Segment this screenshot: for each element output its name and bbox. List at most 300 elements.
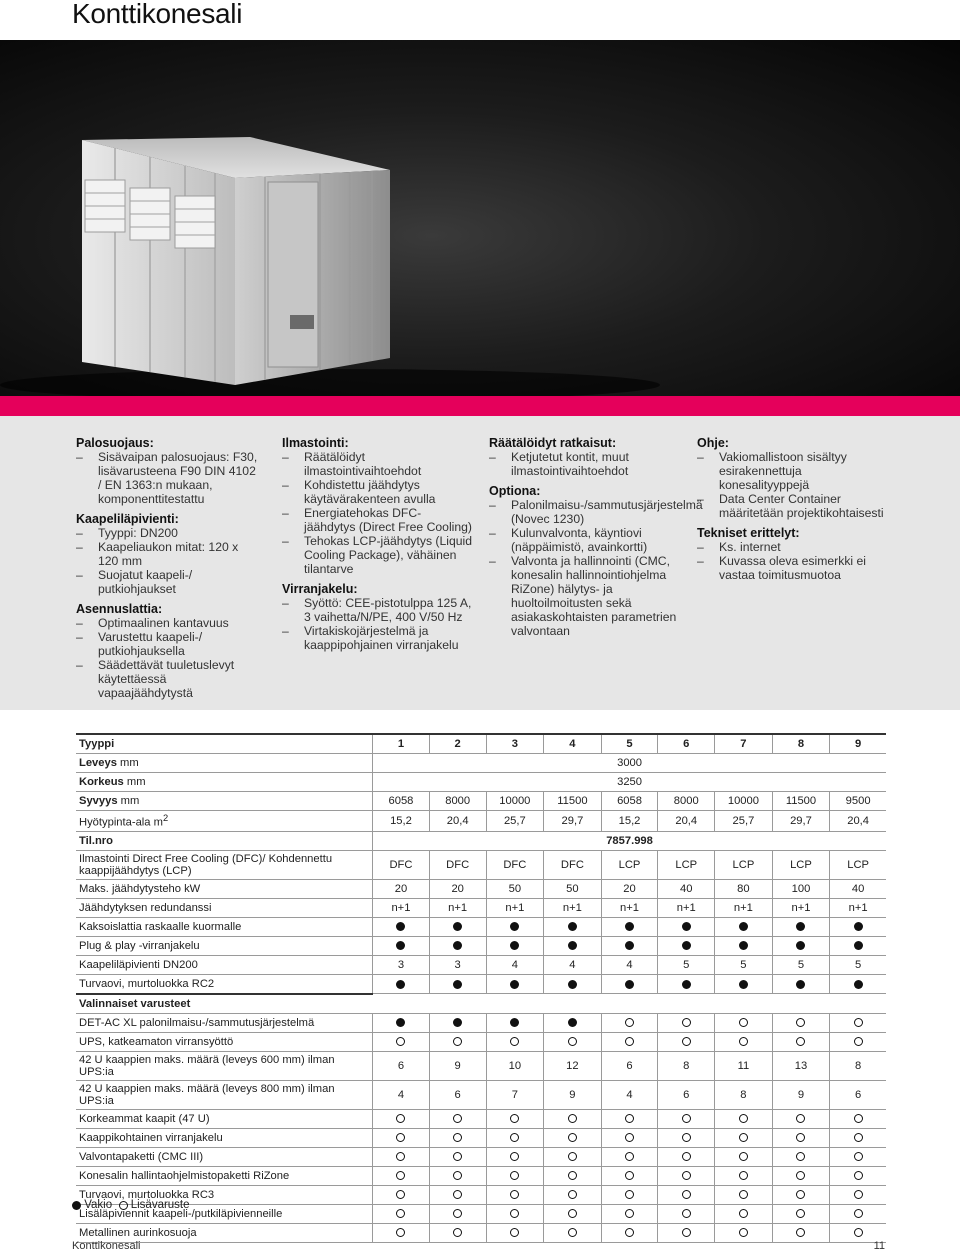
row-label: Korkeammat kaapit (47 U) <box>76 1109 373 1128</box>
list-item: – Varustettu kaapeli-/ putkiohjauksella <box>76 630 261 658</box>
heading: Virranjakelu: <box>282 582 358 596</box>
filled-circle-icon <box>796 922 805 931</box>
open-circle-icon <box>510 1037 519 1046</box>
open-circle-icon <box>510 1228 519 1237</box>
table-cell <box>601 1204 658 1223</box>
open-circle-icon <box>682 1190 691 1199</box>
filled-circle-icon <box>568 1018 577 1027</box>
table-cell: 4 <box>373 1080 430 1109</box>
row-label: Kaapeliläpivienti DN200 <box>76 955 373 974</box>
list-item: – Sisävaipan palosuojaus: F30, lisävarusteena F90 DIN 4102 / EN 1363:n mukaan, komponenttitestattu <box>76 450 261 506</box>
table-cell: 6058 <box>373 792 430 811</box>
table-cell: n+1 <box>658 898 715 917</box>
table-cell: DFC <box>544 850 602 879</box>
table-cell <box>715 1204 773 1223</box>
filled-circle-icon <box>682 980 691 989</box>
heading: Kaapeliläpivienti: <box>76 512 179 526</box>
table-cell: 50 <box>544 879 602 898</box>
open-circle-icon <box>796 1018 805 1027</box>
table-cell <box>658 1166 715 1185</box>
product-photo <box>0 40 960 396</box>
table-cell <box>373 1147 430 1166</box>
table-cell <box>429 1128 486 1147</box>
open-circle-icon <box>453 1114 462 1123</box>
table-cell <box>486 1185 544 1204</box>
table-cell: 11500 <box>772 792 830 811</box>
table-cell: 4 <box>486 955 544 974</box>
open-circle-icon <box>568 1209 577 1218</box>
table-cell: 20 <box>601 879 658 898</box>
row-label: Til.nro <box>76 831 373 850</box>
table-cell <box>715 974 773 994</box>
table-row <box>76 898 886 917</box>
table-cell <box>601 1185 658 1204</box>
table-cell <box>373 974 430 994</box>
table-cell: 12 <box>544 1051 602 1080</box>
table-row <box>76 917 886 936</box>
table-cell <box>486 1128 544 1147</box>
table-cell: 6 <box>429 1080 486 1109</box>
table-cell: 9500 <box>830 792 886 811</box>
open-circle-icon <box>796 1114 805 1123</box>
filled-circle-icon <box>453 941 462 950</box>
open-circle-icon <box>739 1037 748 1046</box>
open-circle-icon <box>453 1152 462 1161</box>
open-circle-icon <box>739 1018 748 1027</box>
open-circle-icon <box>510 1114 519 1123</box>
table-cell <box>544 1185 602 1204</box>
filled-circle-icon <box>453 980 462 989</box>
table-cell: 6 <box>658 1080 715 1109</box>
table-cell <box>486 1013 544 1032</box>
table-cell <box>429 1166 486 1185</box>
table-cell <box>429 917 486 936</box>
table-header-label: Tyyppi <box>76 734 373 754</box>
open-circle-icon <box>854 1228 863 1237</box>
table-cell <box>429 1223 486 1242</box>
table-cell: 4 <box>544 955 602 974</box>
row-label: Leveys mm <box>76 754 373 773</box>
table-cell <box>486 1147 544 1166</box>
open-circle-icon <box>625 1228 634 1237</box>
table-row <box>76 1128 886 1147</box>
table-cell: 10000 <box>715 792 773 811</box>
table-cell: LCP <box>715 850 773 879</box>
table-cell <box>830 1128 886 1147</box>
table-cell <box>601 974 658 994</box>
table-row <box>76 1147 886 1166</box>
table-cell: 50 <box>486 879 544 898</box>
table-cell: 4 <box>601 1080 658 1109</box>
heading: Ilmastointi: <box>282 436 349 450</box>
table-cell <box>486 1204 544 1223</box>
container-illustration <box>0 40 960 396</box>
table-cell: 10 <box>486 1051 544 1080</box>
table-cell: n+1 <box>715 898 773 917</box>
table-header-type: 1 <box>373 734 430 754</box>
table-cell <box>373 917 430 936</box>
table-cell <box>373 1013 430 1032</box>
filled-circle-icon <box>510 1018 519 1027</box>
table-row <box>76 811 886 832</box>
list-item: – Syöttö: CEE-pistotulppa 125 A, 3 vaihetta/N/PE, 400 V/50 Hz <box>282 596 472 624</box>
table-cell: LCP <box>601 850 658 879</box>
table-cell: LCP <box>658 850 715 879</box>
table-cell <box>830 1185 886 1204</box>
open-circle-icon <box>739 1133 748 1142</box>
filled-circle-icon <box>510 941 519 950</box>
table-cell: 8000 <box>429 792 486 811</box>
table-row <box>76 1223 886 1242</box>
filled-circle-icon <box>453 1018 462 1027</box>
list-item: – Kaapeliaukon mitat: 120 x 120 mm <box>76 540 261 568</box>
table-cell: 5 <box>658 955 715 974</box>
open-circle-icon <box>625 1114 634 1123</box>
table-cell: 3 <box>373 955 430 974</box>
open-circle-icon <box>854 1133 863 1142</box>
table-row <box>76 850 886 879</box>
table-cell: 15,2 <box>601 811 658 832</box>
open-circle-icon <box>510 1133 519 1142</box>
open-circle-icon <box>796 1152 805 1161</box>
table-header-type: 9 <box>830 734 886 754</box>
list-item: – Virtakiskojärjestelmä ja kaappipohjainen virranjakelu <box>282 624 472 652</box>
open-circle-icon <box>453 1133 462 1142</box>
open-circle-icon <box>796 1133 805 1142</box>
table-cell <box>486 1223 544 1242</box>
open-circle-icon <box>854 1209 863 1218</box>
table-cell <box>830 1109 886 1128</box>
table-cell <box>544 936 602 955</box>
filled-circle-icon <box>72 1201 81 1210</box>
table-cell <box>830 1204 886 1223</box>
open-circle-icon <box>739 1152 748 1161</box>
table-cell: 4 <box>601 955 658 974</box>
table-cell <box>772 936 830 955</box>
footer-title: Konttikonesali <box>72 1240 141 1252</box>
row-label: Jäähdytyksen redundanssi <box>76 898 373 917</box>
list-item: – Data Center Container määritetään projektikohtaisesti <box>697 492 887 520</box>
open-circle-icon <box>739 1171 748 1180</box>
open-circle-icon <box>682 1037 691 1046</box>
table-cell: 20 <box>373 879 430 898</box>
table-cell: 13 <box>772 1051 830 1080</box>
open-circle-icon <box>453 1171 462 1180</box>
list-item: – Ketjutetut kontit, muut ilmastointivaihtoehdot <box>489 450 679 478</box>
table-cell <box>658 1147 715 1166</box>
table-cell: 6 <box>830 1080 886 1109</box>
table-row <box>76 1051 886 1080</box>
open-circle-icon <box>568 1037 577 1046</box>
table-cell: 8 <box>658 1051 715 1080</box>
table-cell <box>772 1223 830 1242</box>
table-cell <box>601 1109 658 1128</box>
heading: Ohje: <box>697 436 729 450</box>
table-cell <box>601 1032 658 1051</box>
table-cell <box>544 1147 602 1166</box>
table-row <box>76 1013 886 1032</box>
open-circle-icon <box>453 1190 462 1199</box>
table-cell <box>373 1032 430 1051</box>
table-header-type: 2 <box>429 734 486 754</box>
table-cell: n+1 <box>429 898 486 917</box>
filled-circle-icon <box>739 941 748 950</box>
table-cell <box>486 974 544 994</box>
table-cell <box>772 1166 830 1185</box>
filled-circle-icon <box>510 922 519 931</box>
open-circle-icon <box>568 1190 577 1199</box>
open-circle-icon <box>854 1171 863 1180</box>
table-cell <box>715 1109 773 1128</box>
open-circle-icon <box>396 1114 405 1123</box>
table-cell <box>601 1223 658 1242</box>
open-circle-icon <box>854 1018 863 1027</box>
list-item: – Tehokas LCP-jäähdytys (Liquid Cooling Package), vähäinen tilantarve <box>282 534 472 576</box>
table-cell: 100 <box>772 879 830 898</box>
row-label: Plug & play -virranjakelu <box>76 936 373 955</box>
table-header-type: 4 <box>544 734 602 754</box>
table-cell: n+1 <box>544 898 602 917</box>
table-header-type: 3 <box>486 734 544 754</box>
filled-circle-icon <box>854 980 863 989</box>
table-cell: 5 <box>830 955 886 974</box>
table-cell <box>544 1032 602 1051</box>
table-cell <box>544 1166 602 1185</box>
table-cell: 5 <box>715 955 773 974</box>
filled-circle-icon <box>682 941 691 950</box>
open-circle-icon <box>396 1133 405 1142</box>
spec-column-2 <box>282 436 472 658</box>
filled-circle-icon <box>625 922 634 931</box>
open-circle-icon <box>568 1114 577 1123</box>
list-item: – Energiatehokas DFC-jäähdytys (Direct Free Cooling) <box>282 506 472 534</box>
table-cell: 6 <box>601 1051 658 1080</box>
table-cell: 9 <box>429 1051 486 1080</box>
open-circle-icon <box>625 1152 634 1161</box>
filled-circle-icon <box>739 980 748 989</box>
table-cell: 6058 <box>601 792 658 811</box>
open-circle-icon <box>739 1114 748 1123</box>
table-cell: 11 <box>715 1051 773 1080</box>
open-circle-icon <box>396 1190 405 1199</box>
open-circle-icon <box>453 1209 462 1218</box>
open-circle-icon <box>625 1190 634 1199</box>
table-cell <box>373 1166 430 1185</box>
open-circle-icon <box>682 1018 691 1027</box>
legend-optional: Lisävaruste <box>130 1199 190 1211</box>
open-circle-icon <box>625 1209 634 1218</box>
open-circle-icon <box>682 1209 691 1218</box>
row-label: 42 U kaappien maks. määrä (leveys 800 mm) ilman UPS:ia <box>76 1080 373 1109</box>
open-circle-icon <box>796 1037 805 1046</box>
list-item: – Palonilmaisu-/sammutusjärjestelmä (Novec 1230) <box>489 498 679 526</box>
open-circle-icon <box>119 1201 128 1210</box>
table-row <box>76 994 886 1014</box>
table-cell: 8000 <box>658 792 715 811</box>
table-cell <box>601 1166 658 1185</box>
table-cell <box>772 1013 830 1032</box>
filled-circle-icon <box>739 922 748 931</box>
table-row <box>76 754 886 773</box>
table-cell <box>373 1109 430 1128</box>
table-cell <box>429 1032 486 1051</box>
filled-circle-icon <box>625 980 634 989</box>
table-cell: DFC <box>429 850 486 879</box>
table-cell: 80 <box>715 879 773 898</box>
row-label: Syvyys mm <box>76 792 373 811</box>
table-cell: DFC <box>486 850 544 879</box>
heading: Tekniset erittelyt: <box>697 526 800 540</box>
table-cell <box>658 936 715 955</box>
table-cell: n+1 <box>486 898 544 917</box>
table-cell <box>715 1128 773 1147</box>
table-header-type: 5 <box>601 734 658 754</box>
list-item: – Suojatut kaapeli-/ putkiohjaukset <box>76 568 261 596</box>
legend-standard: Vakio <box>84 1199 113 1211</box>
table-cell: 40 <box>830 879 886 898</box>
list-item: – Tyyppi: DN200 <box>76 526 261 540</box>
open-circle-icon <box>682 1114 691 1123</box>
table-cell <box>715 936 773 955</box>
table-cell: 3 <box>429 955 486 974</box>
filled-circle-icon <box>568 922 577 931</box>
row-label: Turvaovi, murtoluokka RC3 <box>76 1185 373 1204</box>
heading: Optiona: <box>489 484 541 498</box>
open-circle-icon <box>682 1133 691 1142</box>
table-row <box>76 974 886 994</box>
page-number: 11 <box>873 1240 885 1252</box>
table-cell <box>715 1032 773 1051</box>
spec-column-3 <box>489 436 703 644</box>
filled-circle-icon <box>682 922 691 931</box>
page-title: Konttikonesali <box>72 0 243 29</box>
table-cell: 5 <box>772 955 830 974</box>
table-row <box>76 1109 886 1128</box>
table-cell: n+1 <box>601 898 658 917</box>
table-cell: LCP <box>772 850 830 879</box>
table-cell: 25,7 <box>715 811 773 832</box>
table-cell <box>544 1013 602 1032</box>
open-circle-icon <box>510 1190 519 1199</box>
table-cell <box>373 1204 430 1223</box>
filled-circle-icon <box>396 1018 405 1027</box>
open-circle-icon <box>510 1209 519 1218</box>
row-label: Valvontapaketti (CMC III) <box>76 1147 373 1166</box>
table-cell <box>772 1109 830 1128</box>
open-circle-icon <box>453 1228 462 1237</box>
table-cell: 10000 <box>486 792 544 811</box>
table-row <box>76 1166 886 1185</box>
table-cell: 3250 <box>373 773 886 792</box>
filled-circle-icon <box>396 980 405 989</box>
filled-circle-icon <box>796 941 805 950</box>
row-label: Valinnaiset varusteet <box>76 994 373 1014</box>
open-circle-icon <box>625 1018 634 1027</box>
open-circle-icon <box>568 1152 577 1161</box>
list-item: – Kohdistettu jäähdytys käytävärakenteen avulla <box>282 478 472 506</box>
table-cell: 15,2 <box>373 811 430 832</box>
filled-circle-icon <box>568 941 577 950</box>
table-cell <box>715 1223 773 1242</box>
row-label: Konesalin hallintaohjelmistopaketti RiZone <box>76 1166 373 1185</box>
heading: Asennuslattia: <box>76 602 163 616</box>
open-circle-icon <box>854 1037 863 1046</box>
open-circle-icon <box>854 1190 863 1199</box>
open-circle-icon <box>796 1190 805 1199</box>
table-cell: LCP <box>830 850 886 879</box>
table-header-type: 8 <box>772 734 830 754</box>
open-circle-icon <box>682 1171 691 1180</box>
open-circle-icon <box>568 1171 577 1180</box>
filled-circle-icon <box>396 922 405 931</box>
table-cell <box>544 917 602 936</box>
table-cell <box>658 1185 715 1204</box>
row-label: Metallinen aurinkosuoja <box>76 1223 373 1242</box>
open-circle-icon <box>739 1209 748 1218</box>
heading: Palosuojaus: <box>76 436 154 450</box>
open-circle-icon <box>625 1171 634 1180</box>
table-cell: 29,7 <box>772 811 830 832</box>
table-cell: n+1 <box>830 898 886 917</box>
table-cell <box>486 1166 544 1185</box>
table-cell <box>429 1013 486 1032</box>
filled-circle-icon <box>568 980 577 989</box>
table-cell <box>830 1013 886 1032</box>
table-cell <box>658 1032 715 1051</box>
table-cell <box>830 1166 886 1185</box>
open-circle-icon <box>568 1133 577 1142</box>
table-cell <box>429 1204 486 1223</box>
open-circle-icon <box>682 1152 691 1161</box>
table-row <box>76 773 886 792</box>
row-label: UPS, katkeamaton virransyöttö <box>76 1032 373 1051</box>
heading: Räätälöidyt ratkaisut: <box>489 436 617 450</box>
open-circle-icon <box>625 1133 634 1142</box>
table-row <box>76 792 886 811</box>
table-cell <box>772 1147 830 1166</box>
table-cell: 8 <box>715 1080 773 1109</box>
table-cell <box>658 974 715 994</box>
table-cell <box>715 1185 773 1204</box>
filled-circle-icon <box>854 941 863 950</box>
table-cell <box>658 1128 715 1147</box>
table-cell: 29,7 <box>544 811 602 832</box>
table-cell: 9 <box>544 1080 602 1109</box>
filled-circle-icon <box>625 941 634 950</box>
open-circle-icon <box>396 1037 405 1046</box>
table-cell: 20,4 <box>830 811 886 832</box>
table-cell <box>373 1185 430 1204</box>
table-cell <box>658 1109 715 1128</box>
table-cell <box>830 936 886 955</box>
table-cell: 20,4 <box>658 811 715 832</box>
table-cell <box>429 974 486 994</box>
table-cell <box>373 994 886 1014</box>
table-cell <box>830 1147 886 1166</box>
table-cell <box>544 974 602 994</box>
table-cell: 6 <box>373 1051 430 1080</box>
table-cell <box>544 1204 602 1223</box>
filled-circle-icon <box>796 980 805 989</box>
table-cell <box>373 1223 430 1242</box>
table-cell: 25,7 <box>486 811 544 832</box>
table-cell: DFC <box>373 850 430 879</box>
table-header-type: 6 <box>658 734 715 754</box>
table-cell: 8 <box>830 1051 886 1080</box>
open-circle-icon <box>854 1152 863 1161</box>
table-cell <box>715 1013 773 1032</box>
row-label: 42 U kaappien maks. määrä (leveys 600 mm) ilman UPS:ia <box>76 1051 373 1080</box>
